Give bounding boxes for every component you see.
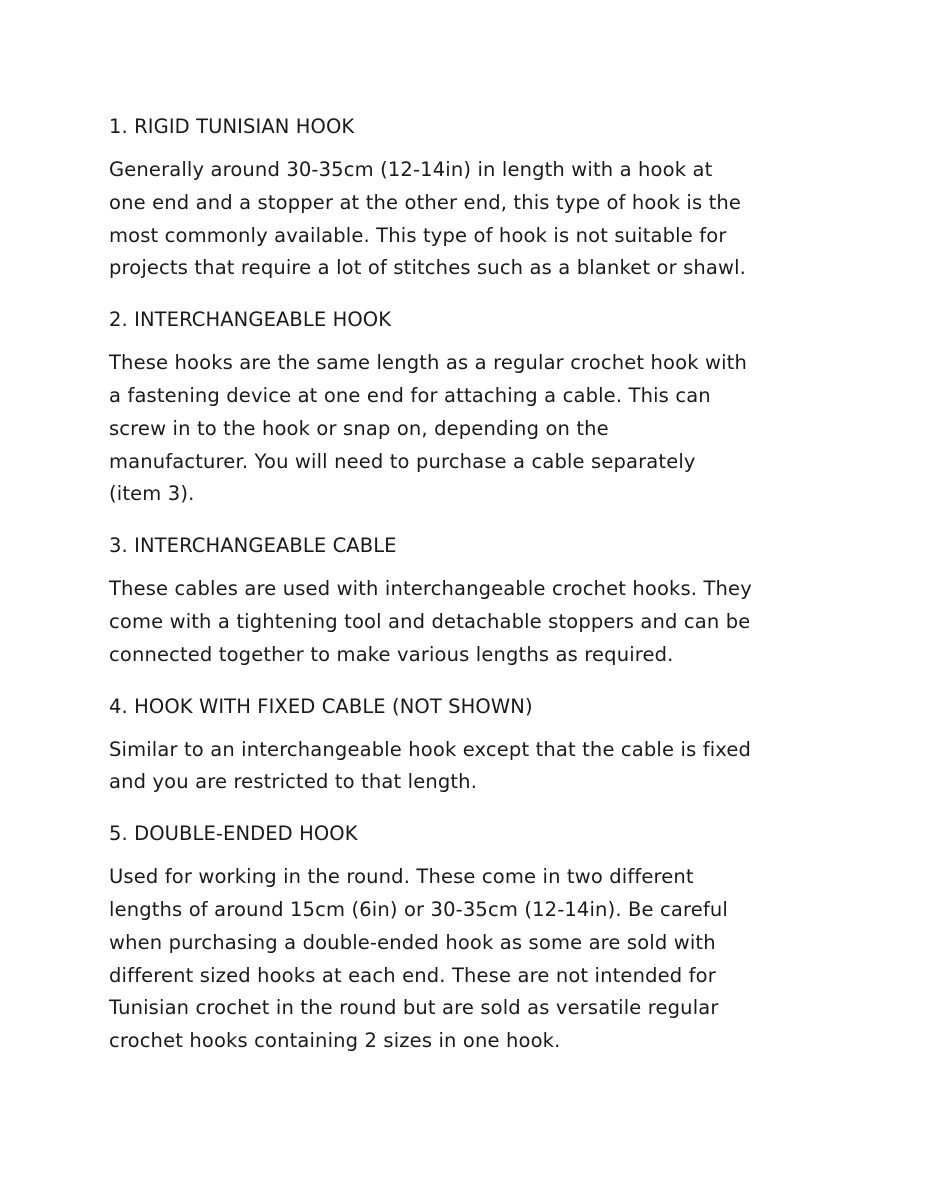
body-line: (item 3). <box>109 482 195 506</box>
section-body <box>109 734 829 800</box>
body-line: most commonly available. This type of hook is not suitable for <box>109 223 727 247</box>
section-heading: 3. INTERCHANGEABLE CABLE <box>109 534 397 558</box>
section-heading: 4. HOOK WITH FIXED CABLE (NOT SHOWN) <box>109 694 533 718</box>
section-body <box>109 347 829 511</box>
body-line: different sized hooks at each end. These are not intended for <box>109 963 716 987</box>
body-line: screw in to the hook or snap on, depending on the <box>109 416 609 440</box>
body-line: Generally around 30-35cm (12-14in) in length with a hook at <box>109 158 713 181</box>
document-page <box>109 112 829 1078</box>
body-line: when purchasing a double-ended hook as some are sold with <box>109 930 716 954</box>
section-rigid-tunisian-hook <box>109 112 829 285</box>
body-line: connected together to make various lengths as required. <box>109 642 674 666</box>
section-heading: 1. RIGID TUNISIAN HOOK <box>109 115 355 138</box>
body-line: lengths of around 15cm (6in) or 30-35cm (12-14in). Be careful <box>109 897 728 921</box>
body-line: come with a tightening tool and detachable stoppers and can be <box>109 609 751 633</box>
body-line: crochet hooks containing 2 sizes in one hook. <box>109 1029 561 1053</box>
body-line: a fastening device at one end for attaching a cable. This can <box>109 383 711 407</box>
section-body <box>109 573 829 671</box>
body-line: Used for working in the round. These come in two different <box>109 865 694 889</box>
body-line: and you are restricted to that length. <box>109 770 478 794</box>
section-heading: 2. INTERCHANGEABLE HOOK <box>109 308 392 332</box>
section-double-ended-hook <box>109 819 829 1058</box>
section-body <box>109 154 829 285</box>
body-line: Tunisian crochet in the round but are sold as versatile regular <box>109 996 719 1020</box>
body-line: Similar to an interchangeable hook except that the cable is fixed <box>109 737 752 761</box>
section-interchangeable-hook <box>109 305 829 511</box>
section-heading: 5. DOUBLE-ENDED HOOK <box>109 822 358 846</box>
body-line: These cables are used with interchangeable crochet hooks. They <box>109 577 752 601</box>
section-interchangeable-cable <box>109 531 829 671</box>
body-line: one end and a stopper at the other end, this type of hook is the <box>109 190 742 214</box>
section-body <box>109 861 829 1058</box>
body-line: manufacturer. You will need to purchase a cable separately <box>109 449 696 473</box>
body-line: These hooks are the same length as a regular crochet hook with <box>109 351 747 375</box>
body-line: projects that require a lot of stitches such as a blanket or shawl. <box>109 256 747 280</box>
section-hook-with-fixed-cable <box>109 692 829 800</box>
